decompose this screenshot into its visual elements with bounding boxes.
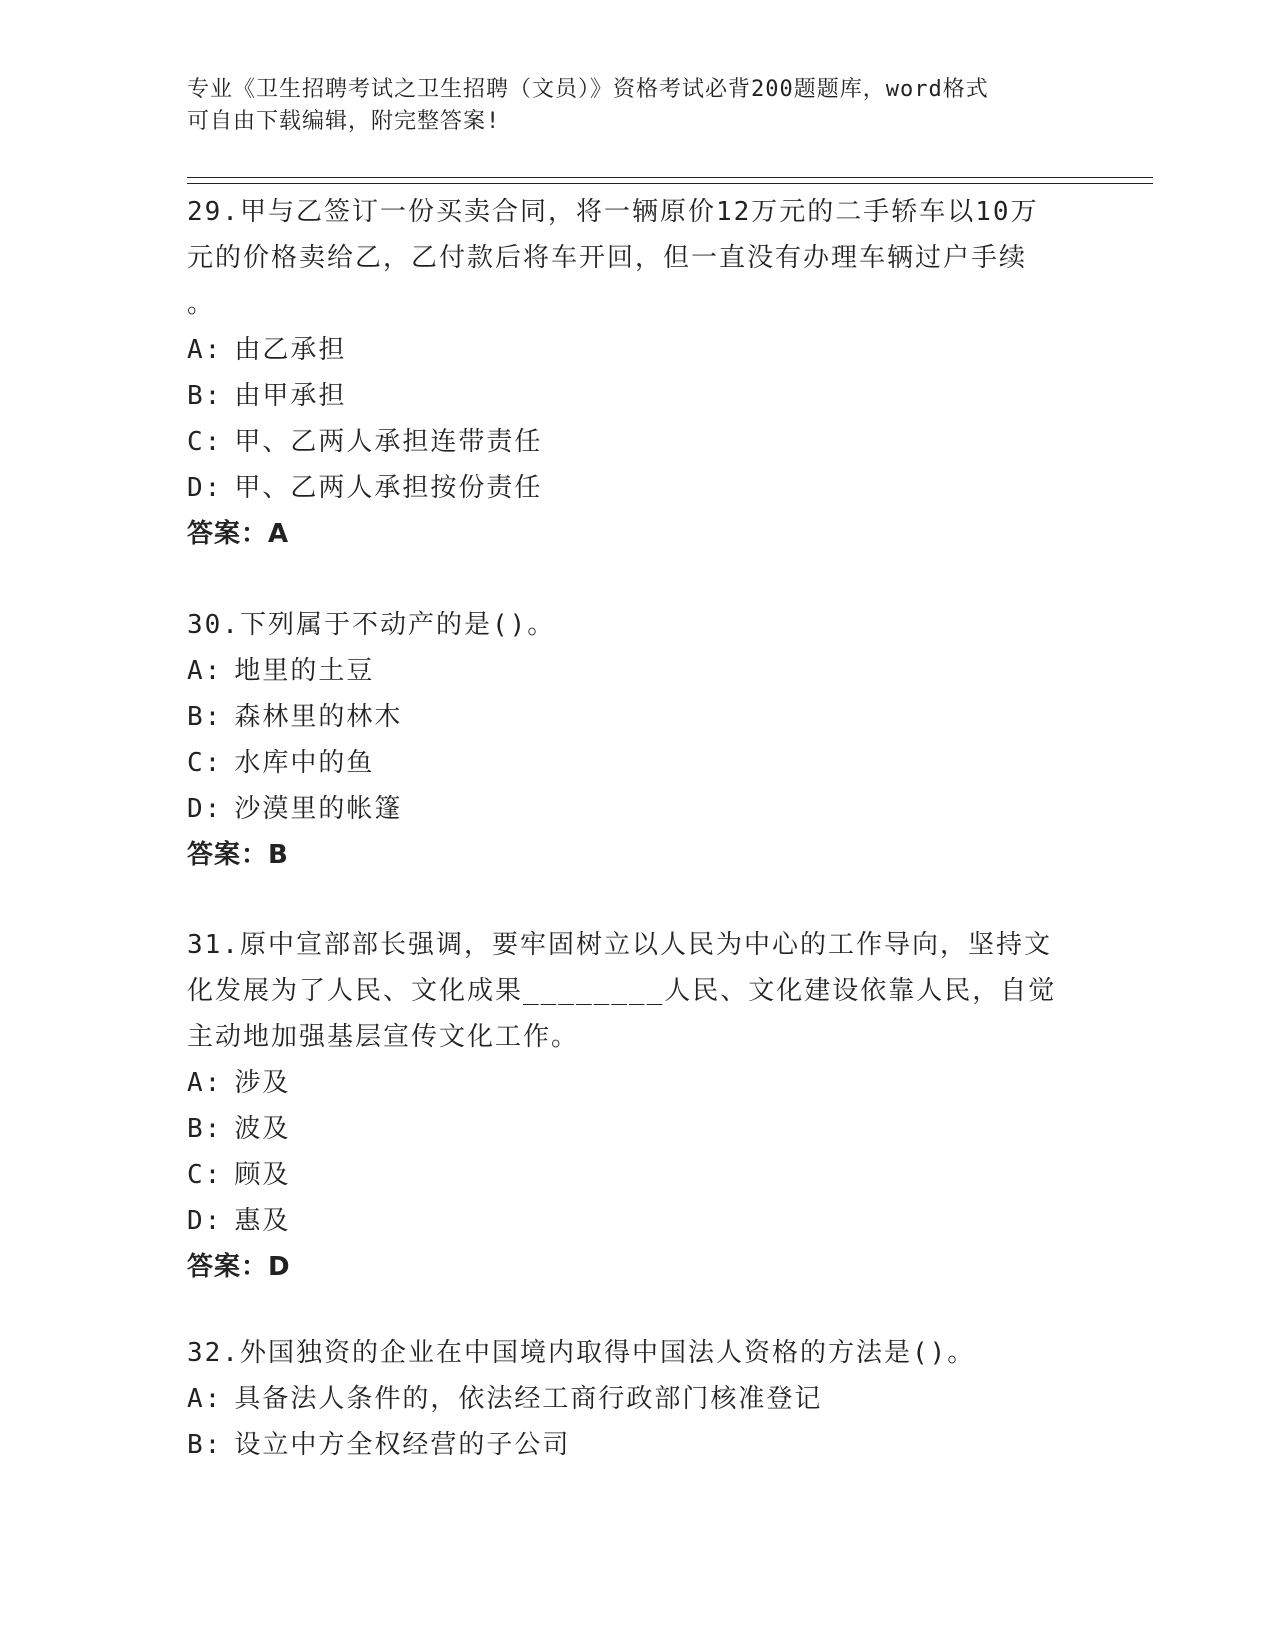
option-text: 由乙承担 [234,335,347,365]
option-b [187,1106,1087,1152]
option-letter: C: [187,427,223,457]
option-d [187,1198,1087,1244]
option-letter: A: [187,656,223,686]
option-text: 惠及 [234,1206,291,1236]
option-letter: A: [187,335,223,365]
option-text: 甲、乙两人承担连带责任 [234,427,543,457]
stem-line: 主动地加强基层宣传文化工作。 [187,1022,580,1052]
option-letter: D: [187,1206,223,1236]
option-letter: A: [187,1384,223,1414]
header-divider-bottom [187,183,1153,184]
option-letter: B: [187,702,223,732]
header-line-2: 可自由下载编辑，附完整答案! [187,109,501,134]
document-header [187,74,1087,138]
option-c [187,419,1087,465]
option-b [187,694,1087,740]
option-text: 地里的土豆 [234,656,375,686]
header-line-1: 专业《卫生招聘考试之卫生招聘（文员）》资格考试必背200题题库，word格式 [187,77,989,102]
stem-line: 。 [187,289,216,319]
question-31 [187,922,1087,1290]
question-32 [187,1330,1087,1468]
option-d [187,786,1087,832]
option-a [187,1060,1087,1106]
stem-line: 31.原中宣部部长强调，要牢固树立以人民为中心的工作导向，坚持文 [187,930,1052,960]
option-text: 波及 [234,1114,291,1144]
stem-line: 30.下列属于不动产的是()。 [187,610,556,640]
option-a [187,1376,1087,1422]
option-text: 甲、乙两人承担按份责任 [234,473,543,503]
option-text: 涉及 [234,1068,291,1098]
option-text: 具备法人条件的，依法经工商行政部门核准登记 [234,1384,823,1414]
option-letter: D: [187,794,223,824]
question-stem [187,602,1087,648]
answer-line: 答案：B [187,840,289,870]
option-letter: C: [187,1160,223,1190]
question-stem [187,1330,1087,1376]
option-text: 由甲承担 [234,381,347,411]
question-29 [187,189,1087,557]
option-a [187,327,1087,373]
option-a [187,648,1087,694]
option-text: 顾及 [234,1160,291,1190]
option-letter: B: [187,1430,223,1460]
question-stem [187,189,1087,327]
option-letter: D: [187,473,223,503]
option-c [187,1152,1087,1198]
option-b [187,373,1087,419]
option-letter: B: [187,381,223,411]
option-letter: C: [187,748,223,778]
answer-line: 答案：D [187,1252,291,1282]
option-text: 水库中的鱼 [234,748,375,778]
option-text: 森林里的林木 [234,702,403,732]
option-b [187,1422,1087,1468]
option-text: 设立中方全权经营的子公司 [234,1430,571,1460]
header-divider-top [187,177,1153,178]
stem-line: 元的价格卖给乙，乙付款后将车开回，但一直没有办理车辆过户手续 [187,243,1028,273]
stem-line: 32.外国独资的企业在中国境内取得中国法人资格的方法是()。 [187,1338,976,1368]
question-stem [187,922,1087,1060]
answer-line: 答案：A [187,519,290,549]
stem-line: 化发展为了人民、文化成果________人民、文化建设依靠人民，自觉 [187,976,1057,1006]
question-30 [187,602,1087,878]
option-text: 沙漠里的帐篷 [234,794,403,824]
option-letter: A: [187,1068,223,1098]
option-d [187,465,1087,511]
option-letter: B: [187,1114,223,1144]
stem-line: 29.甲与乙签订一份买卖合同，将一辆原价12万元的二手轿车以10万 [187,197,1039,227]
option-c [187,740,1087,786]
